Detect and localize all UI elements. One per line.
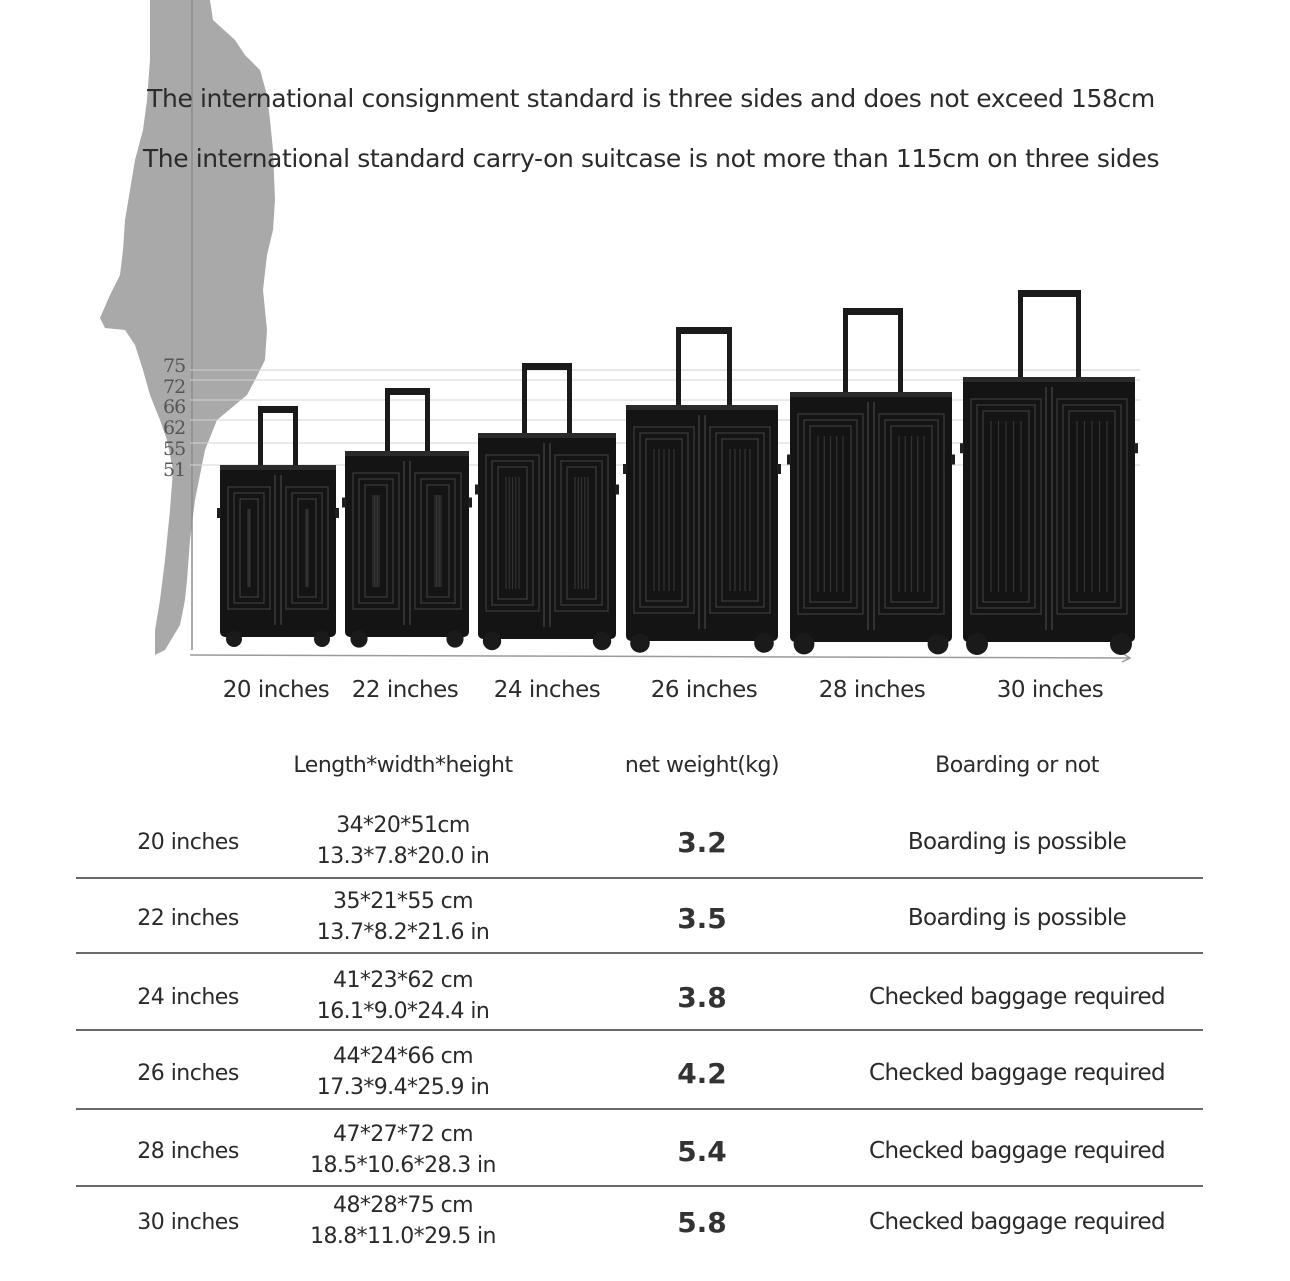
row-dimensions — [283, 1041, 523, 1103]
row-weight: 3.5 — [677, 902, 727, 935]
suitcase-24-inches — [475, 363, 619, 650]
row-size: 22 inches — [137, 906, 239, 931]
header-boarding: Boarding or not — [935, 753, 1099, 778]
suitcase-20-inches — [217, 406, 339, 647]
row-divider — [76, 1108, 1203, 1110]
row-dimensions-cm: 47*27*72 cm — [333, 1122, 473, 1147]
suitcase-28-inches — [787, 308, 955, 654]
suitcase-26-inches — [623, 327, 781, 653]
row-divider — [76, 877, 1203, 879]
ruler-tick-55: 55 — [163, 438, 186, 460]
row-dimensions-in: 13.3*7.8*20.0 in — [316, 844, 490, 869]
header-weight: net weight(kg) — [624, 753, 780, 778]
table-row — [0, 963, 1290, 1039]
row-divider — [76, 1185, 1203, 1187]
ruler-tick-62: 62 — [163, 417, 186, 439]
row-dimensions-cm: 44*24*66 cm — [333, 1044, 473, 1069]
row-dimensions-cm: 41*23*62 cm — [333, 968, 473, 993]
table-row — [0, 884, 1290, 960]
suitcase-label-24: 24 inches — [493, 677, 601, 703]
header-dimensions: Length*width*height — [293, 753, 513, 778]
row-weight: 5.8 — [677, 1206, 727, 1239]
row-dimensions-cm: 34*20*51cm — [336, 813, 470, 838]
row-dimensions-in: 18.5*10.6*28.3 in — [310, 1153, 496, 1178]
carry-on-standard-text: The international standard carry-on suitcase is not more than 115cm on three sides — [142, 144, 1160, 173]
suitcase-label-28: 28 inches — [818, 677, 926, 703]
row-dimensions-in: 13.7*8.2*21.6 in — [316, 920, 490, 945]
ruler-tick-72: 72 — [163, 376, 186, 398]
consignment-standard-text: The international consignment standard is three sides and does not exceed 158cm — [147, 84, 1155, 113]
row-dimensions-in: 16.1*9.0*24.4 in — [316, 999, 490, 1024]
row-size: 28 inches — [137, 1139, 239, 1164]
row-dimensions-cm: 48*28*75 cm — [333, 1193, 473, 1218]
suitcase-label-22: 22 inches — [351, 677, 459, 703]
ruler-tick-75: 75 — [163, 355, 186, 377]
suitcase-label-20: 20 inches — [222, 677, 330, 703]
row-weight: 3.8 — [677, 981, 727, 1014]
row-weight: 5.4 — [677, 1135, 727, 1168]
row-boarding: Checked baggage required — [868, 984, 1165, 1010]
row-dimensions-in: 18.8*11.0*29.5 in — [310, 1224, 496, 1249]
row-size: 26 inches — [137, 1061, 239, 1086]
suitcase-label-26: 26 inches — [650, 677, 758, 703]
row-size: 24 inches — [137, 985, 239, 1010]
row-boarding: Boarding is possible — [907, 905, 1127, 931]
row-dimensions — [283, 965, 523, 1027]
row-dimensions — [283, 1119, 523, 1181]
row-dimensions-in: 17.3*9.4*25.9 in — [316, 1075, 490, 1100]
row-divider — [76, 1029, 1203, 1031]
table-row — [0, 808, 1290, 884]
table-row — [0, 1188, 1290, 1264]
row-boarding: Checked baggage required — [868, 1209, 1165, 1235]
row-size: 30 inches — [137, 1210, 239, 1235]
ruler-tick-51: 51 — [163, 459, 186, 481]
table-row — [0, 1117, 1290, 1193]
row-dimensions-cm: 35*21*55 cm — [333, 889, 473, 914]
row-weight: 3.2 — [677, 826, 727, 859]
suitcase-22-inches — [342, 388, 472, 648]
row-boarding: Checked baggage required — [868, 1060, 1165, 1086]
row-dimensions — [283, 886, 523, 948]
row-dimensions — [283, 1190, 523, 1252]
row-dimensions — [283, 810, 523, 872]
table-row — [0, 1039, 1290, 1115]
suitcase-30-inches — [960, 290, 1138, 655]
row-boarding: Boarding is possible — [907, 829, 1127, 855]
suitcase-label-30: 30 inches — [996, 677, 1104, 703]
row-size: 20 inches — [137, 830, 239, 855]
row-divider — [76, 952, 1203, 954]
row-boarding: Checked baggage required — [868, 1138, 1165, 1164]
ruler-tick-66: 66 — [163, 396, 186, 418]
row-weight: 4.2 — [677, 1057, 727, 1090]
